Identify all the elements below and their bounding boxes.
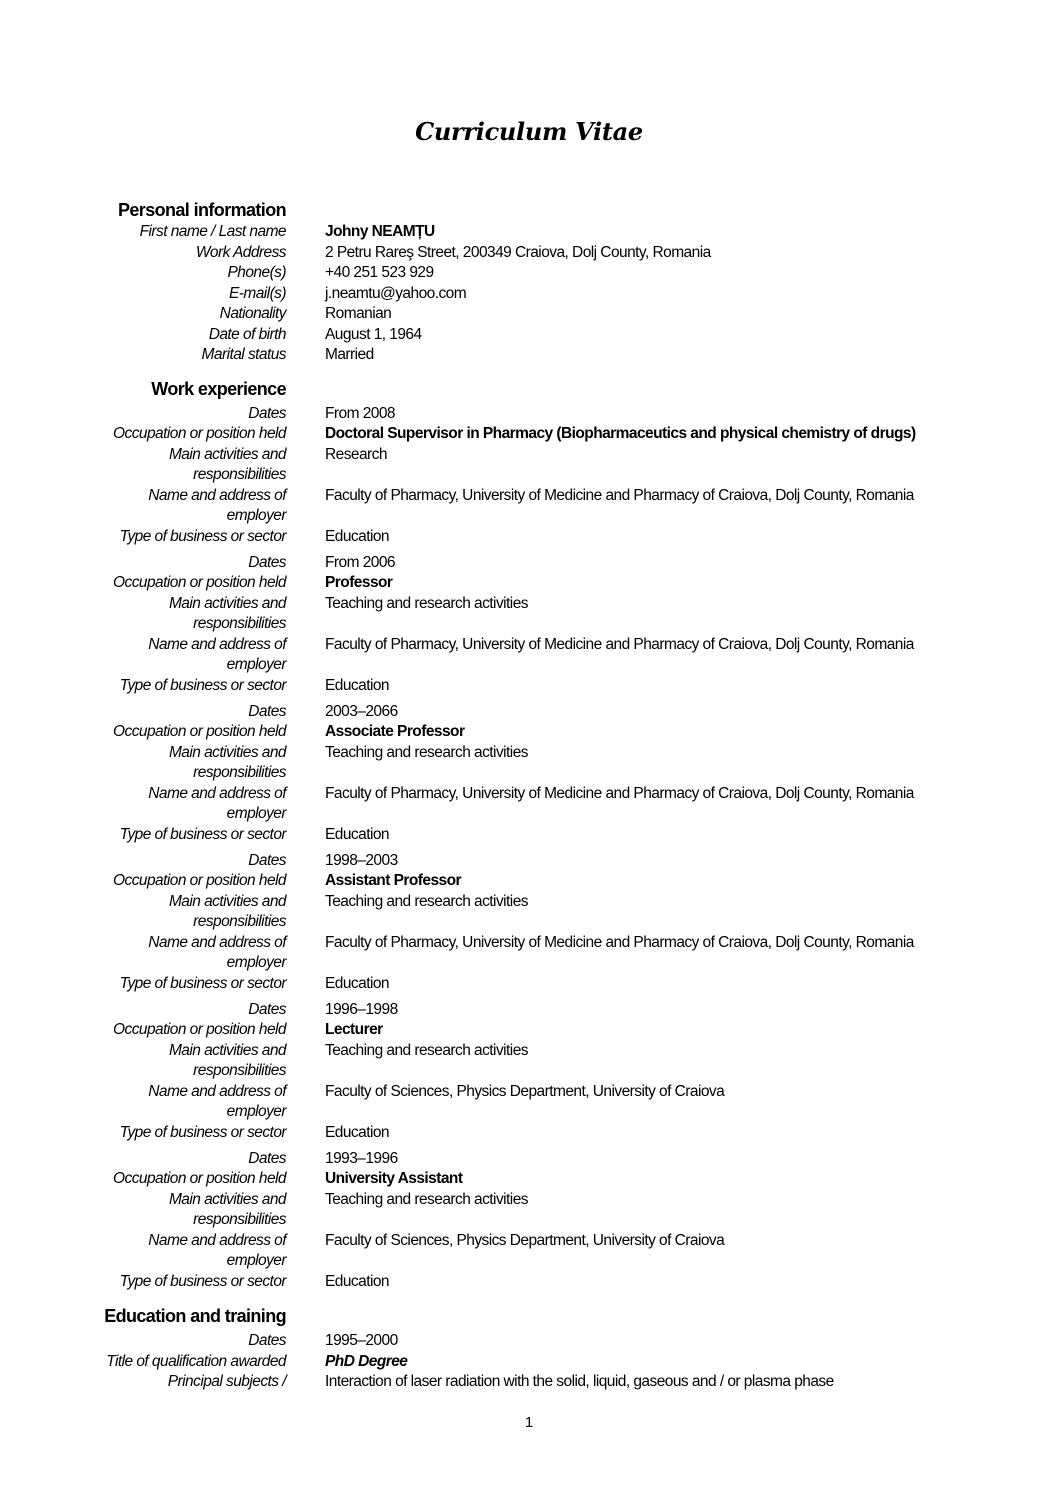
education-row — [0, 1372, 1058, 1393]
row-label: Occupation or position held — [113, 1021, 286, 1038]
row-label: Dates — [248, 1149, 286, 1167]
row-value: Romanian — [325, 305, 392, 322]
row-label: Dates — [248, 1000, 286, 1018]
row-label: Main activities and — [168, 445, 286, 463]
row-label: Name and address of — [148, 784, 286, 802]
dates-row — [0, 404, 1058, 425]
row-value: 1996–1998 — [325, 1000, 398, 1018]
row-value: Faculty of Pharmacy, University of Medicine and Pharmacy of Craiova, Dolj County, Romania — [325, 486, 914, 504]
dates-row — [0, 1149, 1058, 1170]
row-label: Type of business or sector — [119, 527, 286, 545]
row-label: Occupation or position held — [113, 574, 286, 591]
row-label: Title of qualification awarded — [106, 1352, 286, 1370]
row-value: Education — [325, 974, 389, 992]
row-label: Type of business or sector — [119, 1123, 286, 1141]
occupation-row — [0, 1020, 1058, 1041]
personal-row — [0, 304, 1058, 325]
row-label: responsibilities — [193, 1062, 286, 1079]
personal-row — [0, 243, 1058, 264]
row-label: responsibilities — [193, 1211, 286, 1228]
row-value: Research — [325, 445, 387, 463]
activities-row-cont — [0, 1210, 1058, 1231]
job-entry — [0, 851, 1058, 995]
activities-row — [0, 892, 1058, 913]
activities-row-cont — [0, 465, 1058, 486]
employer-row — [0, 1231, 1058, 1252]
row-label: Dates — [248, 553, 286, 571]
row-label: Work Address — [195, 243, 286, 261]
row-value: j.neamtu@yahoo.com — [325, 284, 467, 302]
activities-row-cont — [0, 1061, 1058, 1082]
row-label: Occupation or position held — [113, 425, 286, 442]
row-label: employer — [226, 656, 286, 673]
row-label: Type of business or sector — [119, 676, 286, 694]
row-value: Married — [325, 346, 374, 363]
section-heading: Work experience — [151, 378, 286, 399]
sector-row — [0, 1272, 1058, 1293]
page-number: 1 — [524, 1414, 534, 1431]
sector-row — [0, 825, 1058, 846]
education-training-section — [0, 1304, 1058, 1393]
education-row — [0, 1331, 1058, 1352]
row-label: Principal subjects / — [167, 1373, 286, 1390]
row-label: employer — [226, 1252, 286, 1269]
row-label: Phone(s) — [227, 264, 286, 281]
row-value: Education — [325, 1272, 389, 1290]
row-value: 1995–2000 — [325, 1332, 398, 1349]
row-label: Name and address of — [148, 486, 286, 504]
row-value: Faculty of Sciences, Physics Department, University of Craiova — [325, 1231, 725, 1249]
occupation-row — [0, 722, 1058, 743]
row-value: 2 Petru Rareş Street, 200349 Craiova, Dolj County, Romania — [325, 243, 711, 261]
row-value: Professor — [325, 574, 393, 591]
row-label: Name and address of — [148, 1231, 286, 1249]
education-rows — [0, 1331, 1058, 1393]
dates-row — [0, 1000, 1058, 1021]
row-label: responsibilities — [193, 913, 286, 930]
row-label: Dates — [248, 404, 286, 422]
row-label: Type of business or sector — [119, 1272, 286, 1290]
row-value: 2003–2066 — [325, 702, 398, 720]
personal-row — [0, 284, 1058, 305]
activities-row — [0, 594, 1058, 615]
personal-row — [0, 263, 1058, 284]
row-value: PhD Degree — [325, 1352, 408, 1370]
personal-information-section — [0, 198, 1058, 366]
row-value: Lecturer — [325, 1021, 383, 1038]
activities-row — [0, 1041, 1058, 1062]
row-value: Assistant Professor — [325, 872, 461, 889]
employer-row — [0, 486, 1058, 507]
activities-row-cont — [0, 614, 1058, 635]
personal-row — [0, 325, 1058, 346]
document-title: Curriculum Vitae — [415, 117, 643, 146]
row-label: Main activities and — [168, 892, 286, 910]
dates-row — [0, 553, 1058, 574]
section-heading: Personal information — [117, 200, 286, 220]
employer-row — [0, 1082, 1058, 1103]
row-label: Main activities and — [168, 1041, 286, 1059]
row-label: Name and address of — [148, 635, 286, 653]
row-value: Education — [325, 676, 389, 694]
activities-row — [0, 445, 1058, 466]
row-value: August 1, 1964 — [325, 325, 422, 343]
row-value: Education — [325, 527, 389, 545]
row-value: Interaction of laser radiation with the solid, liquid, gaseous and / or plasma phase — [325, 1373, 834, 1390]
personal-row — [0, 345, 1058, 366]
row-value: Teaching and research activities — [325, 743, 528, 761]
row-value: Faculty of Pharmacy, University of Medicine and Pharmacy of Craiova, Dolj County, Romania — [325, 784, 914, 802]
row-label: employer — [226, 954, 286, 971]
row-value: Teaching and research activities — [325, 594, 528, 612]
job-entry — [0, 1149, 1058, 1293]
row-label: E-mail(s) — [228, 284, 286, 302]
job-entry — [0, 702, 1058, 846]
row-label: Main activities and — [168, 1190, 286, 1208]
row-label: Occupation or position held — [113, 723, 286, 740]
row-label: Occupation or position held — [113, 872, 286, 889]
row-label: Main activities and — [168, 743, 286, 761]
row-label: responsibilities — [193, 615, 286, 632]
row-label: Dates — [248, 702, 286, 720]
activities-row-cont — [0, 763, 1058, 784]
row-value: Faculty of Pharmacy, University of Medicine and Pharmacy of Craiova, Dolj County, Romania — [325, 933, 914, 951]
sector-row — [0, 676, 1058, 697]
row-value: Education — [325, 1123, 389, 1141]
row-label: Date of birth — [208, 325, 286, 343]
row-value: Faculty of Sciences, Physics Department, University of Craiova — [325, 1082, 725, 1100]
row-label: Marital status — [201, 346, 286, 363]
activities-row-cont — [0, 912, 1058, 933]
employer-row — [0, 933, 1058, 954]
row-value: University Assistant — [325, 1170, 463, 1187]
work-experience-section — [0, 377, 1058, 1293]
row-label: responsibilities — [193, 764, 286, 781]
employer-row-cont — [0, 655, 1058, 676]
row-label: Dates — [248, 1332, 286, 1349]
occupation-row — [0, 573, 1058, 594]
row-label: Type of business or sector — [119, 974, 286, 992]
row-label: Dates — [248, 851, 286, 869]
row-value: Doctoral Supervisor in Pharmacy (Biopharmaceutics and physical chemistry of drugs) — [325, 425, 916, 442]
job-entry — [0, 404, 1058, 548]
job-entry — [0, 1000, 1058, 1144]
row-value: Associate Professor — [325, 723, 465, 740]
row-label: Name and address of — [148, 1082, 286, 1100]
row-value: Education — [325, 825, 389, 843]
personal-row — [0, 222, 1058, 243]
row-value: From 2008 — [325, 404, 395, 422]
employer-row-cont — [0, 804, 1058, 825]
section-heading: Education and training — [104, 1306, 286, 1326]
sector-row — [0, 974, 1058, 995]
cv-content — [0, 198, 1058, 1393]
occupation-row — [0, 424, 1058, 445]
employer-row-cont — [0, 1251, 1058, 1272]
row-label: employer — [226, 805, 286, 822]
personal-rows — [0, 222, 1058, 366]
education-row — [0, 1352, 1058, 1373]
dates-row — [0, 851, 1058, 872]
employer-row — [0, 784, 1058, 805]
row-value: Teaching and research activities — [325, 892, 528, 910]
row-value: Johny NEAMȚU — [325, 223, 435, 240]
row-value: Teaching and research activities — [325, 1041, 528, 1059]
row-label: employer — [226, 1103, 286, 1120]
sector-row — [0, 1123, 1058, 1144]
activities-row — [0, 743, 1058, 764]
row-value: 1998–2003 — [325, 851, 398, 869]
row-label: Nationality — [219, 305, 286, 322]
row-value: Faculty of Pharmacy, University of Medicine and Pharmacy of Craiova, Dolj County, Romania — [325, 635, 914, 653]
row-value: 1993–1996 — [325, 1149, 398, 1167]
dates-row — [0, 702, 1058, 723]
occupation-row — [0, 1169, 1058, 1190]
employer-row-cont — [0, 1102, 1058, 1123]
row-value: Teaching and research activities — [325, 1190, 528, 1208]
row-label: Main activities and — [168, 594, 286, 612]
employer-row-cont — [0, 506, 1058, 527]
row-label: Type of business or sector — [119, 825, 286, 843]
employer-row-cont — [0, 953, 1058, 974]
occupation-row — [0, 871, 1058, 892]
row-label: Name and address of — [148, 933, 286, 951]
sector-row — [0, 527, 1058, 548]
job-entry — [0, 553, 1058, 697]
row-label: First name / Last name — [139, 223, 286, 240]
row-label: Occupation or position held — [113, 1170, 286, 1187]
row-label: employer — [226, 507, 286, 524]
employer-row — [0, 635, 1058, 656]
row-label: responsibilities — [193, 466, 286, 483]
row-value: From 2006 — [325, 553, 395, 571]
activities-row — [0, 1190, 1058, 1211]
row-value: +40 251 523 929 — [325, 264, 434, 281]
